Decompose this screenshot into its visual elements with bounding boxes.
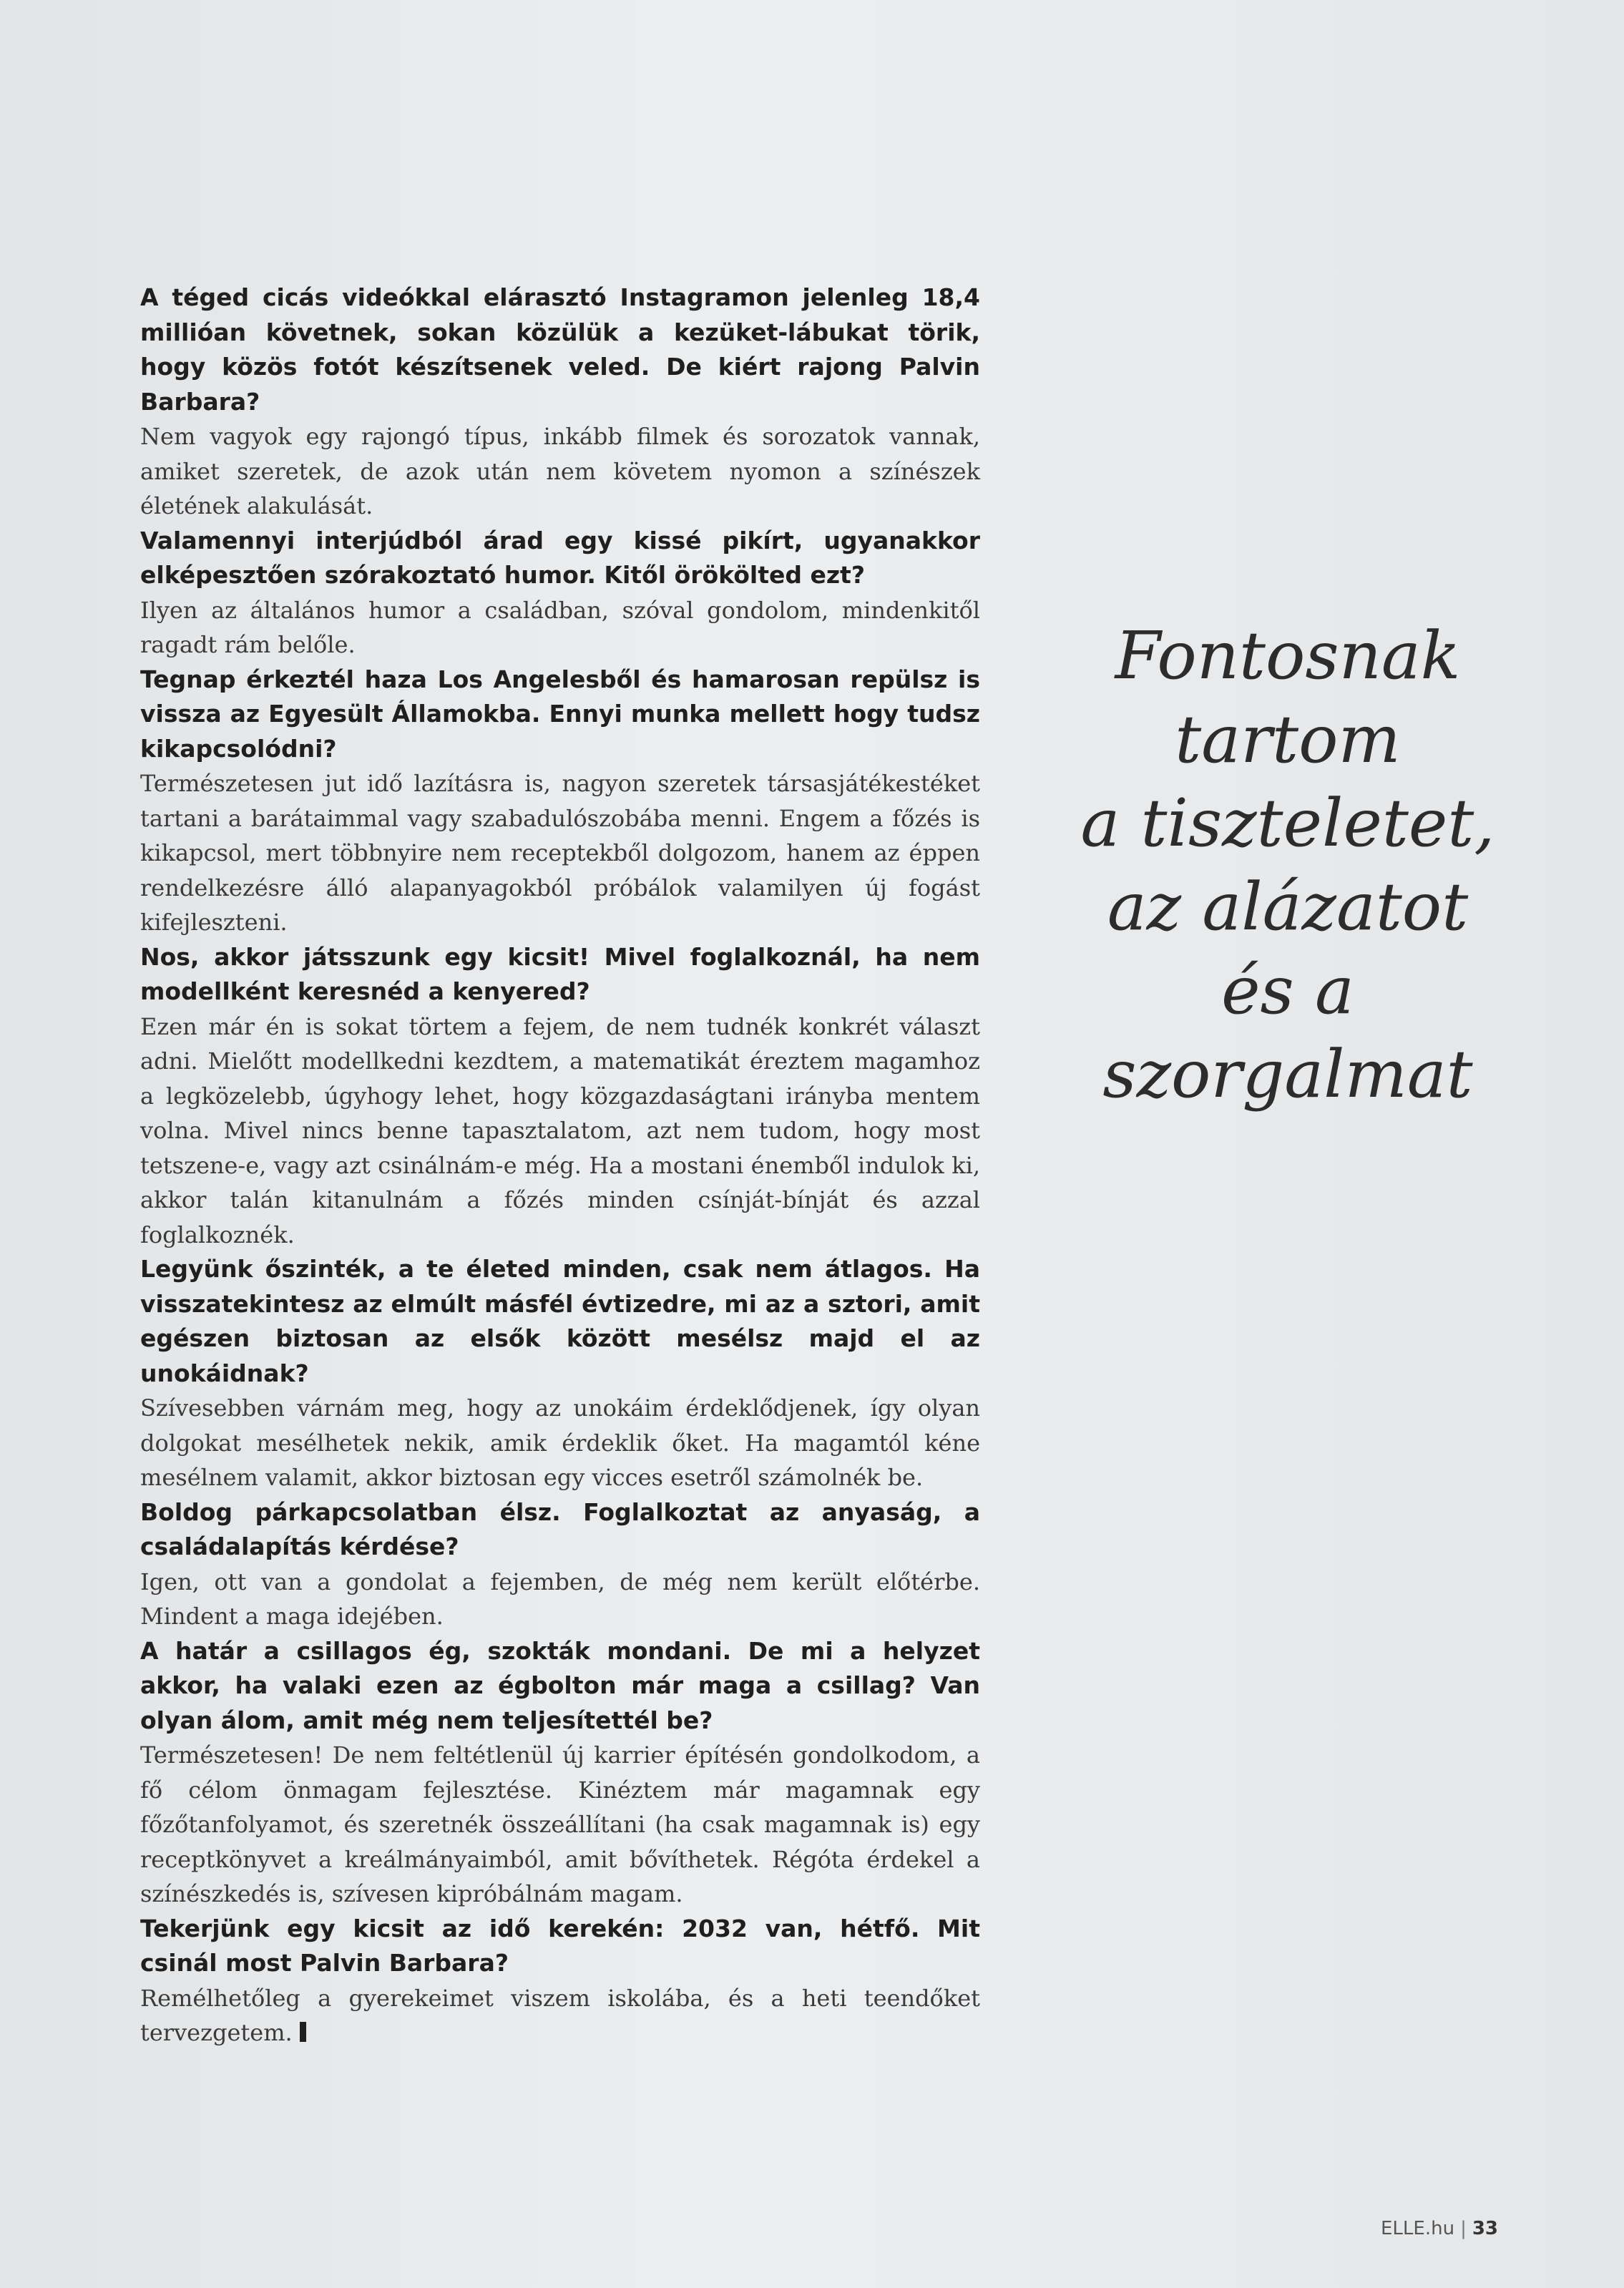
interview-answer: Igen, ott van a gondolat a fejemben, de még nem került előtérbe. Mindent a maga idejében. xyxy=(140,1568,980,1630)
page-footer xyxy=(1381,2218,1498,2239)
interview-answer-text: Remélhetőleg a gyerekeimet viszem iskolába, és a heti teendőket tervezgetem. xyxy=(140,1984,980,2046)
interview-article xyxy=(140,280,980,2050)
pull-quote-line: Fontosnak xyxy=(1115,617,1461,694)
pull-quote-line: és a xyxy=(1221,952,1354,1029)
pull-quote-line: a tiszteletet, xyxy=(1080,785,1495,861)
interview-question: Tegnap érkeztél haza Los Angelesből és hamarosan repülsz is vissza az Egyesült Államokba. Ennyi munka mellett hogy tudsz kikapcsolódni? xyxy=(140,665,980,763)
interview-question: Legyünk őszinték, a te életed minden, csak nem átlagos. Ha visszatekintesz az elmúlt másfél évtizedre, mi az a sztori, amit egészen biztosan az elsők között mesélsz majd el az unokáidnak? xyxy=(140,1255,980,1387)
pull-quote xyxy=(1059,614,1517,1116)
footer-site: ELLE.hu xyxy=(1381,2218,1455,2239)
interview-question: Valamennyi interjúdból árad egy kissé pikírt, ugyanakkor elképesztően szórakoztató humor. Kitől örökölted ezt? xyxy=(140,526,980,589)
interview-question: A téged cicás videókkal elárasztó Instagramon jelenleg 18,4 millióan követnek, sokan közülük a kezüket-lábukat törik, hogy közös fotót készítsenek veled. De kiért rajong Palvin Barbara? xyxy=(140,283,980,416)
interview-answer: Természetesen! De nem feltétlenül új karrier építésén gondolkodom, a fő célom önmagam fejlesztése. Kinéztem már magamnak egy főzőtanfolyamot, és szeretnék összeállítani (ha csak magamnak is) egy receptkönyvet a kreálmányaimból, amit bővíthetek. Régóta érdekel a színészkedés is, szívesen kipróbálnám magam. xyxy=(140,1741,980,1907)
pull-quote-line: szorgalmat xyxy=(1102,1036,1473,1113)
interview-question: Nos, akkor játsszunk egy kicsit! Mivel foglalkoznál, ha nem modellként keresnéd a kenyered? xyxy=(140,942,980,1005)
interview-answer-final xyxy=(140,1981,980,2050)
interview-answer: Ilyen az általános humor a családban, szóval gondolom, mindenkitől ragadt rám belőle. xyxy=(140,596,980,658)
footer-separator: | xyxy=(1460,2218,1467,2239)
pull-quote-line: tartom xyxy=(1175,701,1401,778)
interview-question: Tekerjünk egy kicsit az idő kerekén: 2032 van, hétfő. Mit csinál most Palvin Barbara? xyxy=(140,1914,980,1977)
pull-quote-line: az alázatot xyxy=(1107,869,1469,945)
interview-question: Boldog párkapcsolatban élsz. Foglalkoztat az anyaság, a családalapítás kérdése? xyxy=(140,1497,980,1560)
interview-answer: Ezen már én is sokat törtem a fejem, de nem tudnék konkrét választ adni. Mielőtt modellkedni kezdtem, a matematikát éreztem magamhoz a legközelebb, úgyhogy lehet, hogy közgazdaságtani irányba mentem volna. Mivel nincs benne tapasztalatom, azt nem tudom, hogy most tetszene-e, vagy azt csinálnám-e még. Ha a mostani énemből indulok ki, akkor talán kitanulnám a főzés minden csínját-bínját és azzal foglalkoznék. xyxy=(140,1012,980,1248)
interview-question: A határ a csillagos ég, szokták mondani. De mi a helyzet akkor, ha valaki ezen az égbolton már maga a csillag? Van olyan álom, amit még nem teljesítettél be? xyxy=(140,1636,980,1734)
page-number: 33 xyxy=(1472,2218,1499,2239)
interview-answer: Szívesebben várnám meg, hogy az unokáim érdeklődjenek, így olyan dolgokat mesélhetek nekik, amik érdeklik őket. Ha magamtól kéne mesélnem valamit, akkor biztosan egy vicces esetről számolnék be. xyxy=(140,1394,980,1491)
interview-answer: Nem vagyok egy rajongó típus, inkább filmek és sorozatok vannak, amiket szeretek, de azok után nem követem nyomon a színészek életének alakulását. xyxy=(140,423,980,519)
end-of-article-mark xyxy=(300,2022,306,2042)
interview-answer: Természetesen jut idő lazításra is, nagyon szeretek társasjátékestéket tartani a barátaimmal vagy szabadulószobába menni. Engem a főzés is kikapcsol, mert többnyire nem receptekből dolgozom, hanem az éppen rendelkezésre álló alapanyagokból próbálok valamilyen új fogást kifejleszteni. xyxy=(140,770,980,936)
